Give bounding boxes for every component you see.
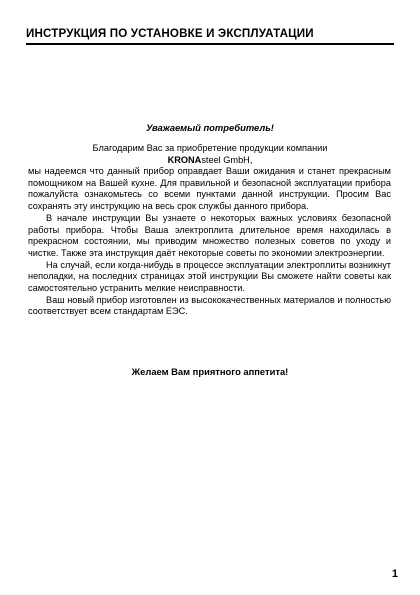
company-name-rest: steel GmbH, bbox=[201, 155, 253, 165]
page-header-title: ИНСТРУКЦИЯ ПО УСТАНОВКЕ И ЭКСПЛУАТАЦИИ bbox=[26, 27, 314, 40]
body-paragraph-4: Ваш новый прибор изготовлен из высококачественных материалов и полностью соответствует всем стандартам ЕЭС. bbox=[28, 294, 391, 317]
thanks-line: Благодарим Вас за приобретение продукции компании bbox=[92, 143, 328, 153]
header-divider bbox=[26, 43, 394, 45]
body-paragraph-3: На случай, если когда-нибудь в процессе эксплуатации электроплиты возникнут неполадки, на последних страницах этой инструкции Вы сможете найти советы как самостоятельно устранить мелкие неисправности. bbox=[28, 259, 391, 294]
brand-name: KRONA bbox=[167, 155, 202, 165]
company-name-line bbox=[26, 154, 394, 166]
instruction-body bbox=[28, 166, 391, 318]
body-paragraph-2: В начале инструкции Вы узнаете о некоторых важных условиях безопасной работы прибора. Чтобы Ваша электроплита длительное время находилась в прекрасном состоянии, мы приводим множество полезных советов по уходу и чистке. Также эта инструкция даёт некоторые советы по экономии электроэнергии. bbox=[28, 212, 391, 258]
page-number: 1 bbox=[391, 568, 398, 580]
greeting-heading: Уважаемый потребитель! bbox=[146, 122, 274, 133]
closing-wish: Желаем Вам приятного аппетита! bbox=[131, 366, 289, 377]
body-paragraph-1: мы надеемся что данный прибор оправдает Ваши ожидания и станет прекрасным помощником на Вашей кухне. Для правильной и безопасной эксплуатации прибора пожалуйста ознакомьтесь со всеми пунктами данной инструкции. Просим Вас сохранять эту инструкцию на весь срок службы данного прибора. bbox=[28, 166, 391, 212]
